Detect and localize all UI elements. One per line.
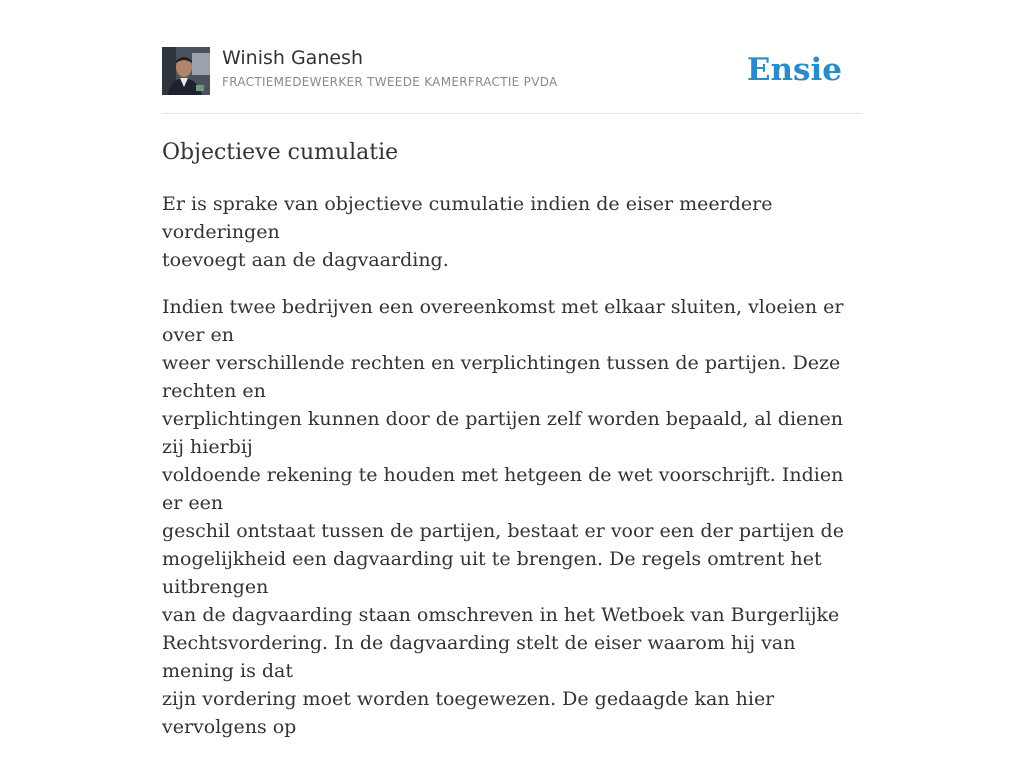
article-paragraph: Er is sprake van objectieve cumulatie indien de eiser meerdere vorderingen toevoegt aan de dagvaarding. [162, 193, 773, 271]
author-header [162, 46, 862, 96]
avatar[interactable] [162, 47, 210, 95]
author-name[interactable]: Winish Ganesh [222, 47, 363, 69]
article-body [162, 190, 862, 760]
author-role: FRACTIEMEDEWERKER TWEEDE KAMERFRACTIE PVDA [222, 75, 558, 89]
article-title: Objectieve cumulatie [162, 140, 399, 165]
article-paragraph: Indien twee bedrijven een overeenkomst met elkaar sluiten, vloeien er over en weer verschillende rechten en verplichtingen tussen de partijen. Deze rechten en verplichtingen kunnen door de partijen zelf worden bepaald, al dienen zij hierbij voldoende rekening te houden met hetgeen de wet voorschrijft. Indien er een geschil ontstaat tussen de partijen, bestaat er voor een der partijen de mogelijkheid een dagvaarding uit te brengen. De regels omtrent het uitbrengen van de dagvaarding staan omschreven in het Wetboek van Burgerlijke Rechtsvordering. In de dagvaarding stelt de eiser waarom hij van mening is dat zijn vordering moet worden toegewezen. De gedaagde kan hier vervolgens op [162, 296, 844, 738]
ensie-logo[interactable]: Ensie [746, 52, 842, 88]
profile-photo-icon [162, 47, 210, 95]
header-divider [162, 113, 862, 114]
